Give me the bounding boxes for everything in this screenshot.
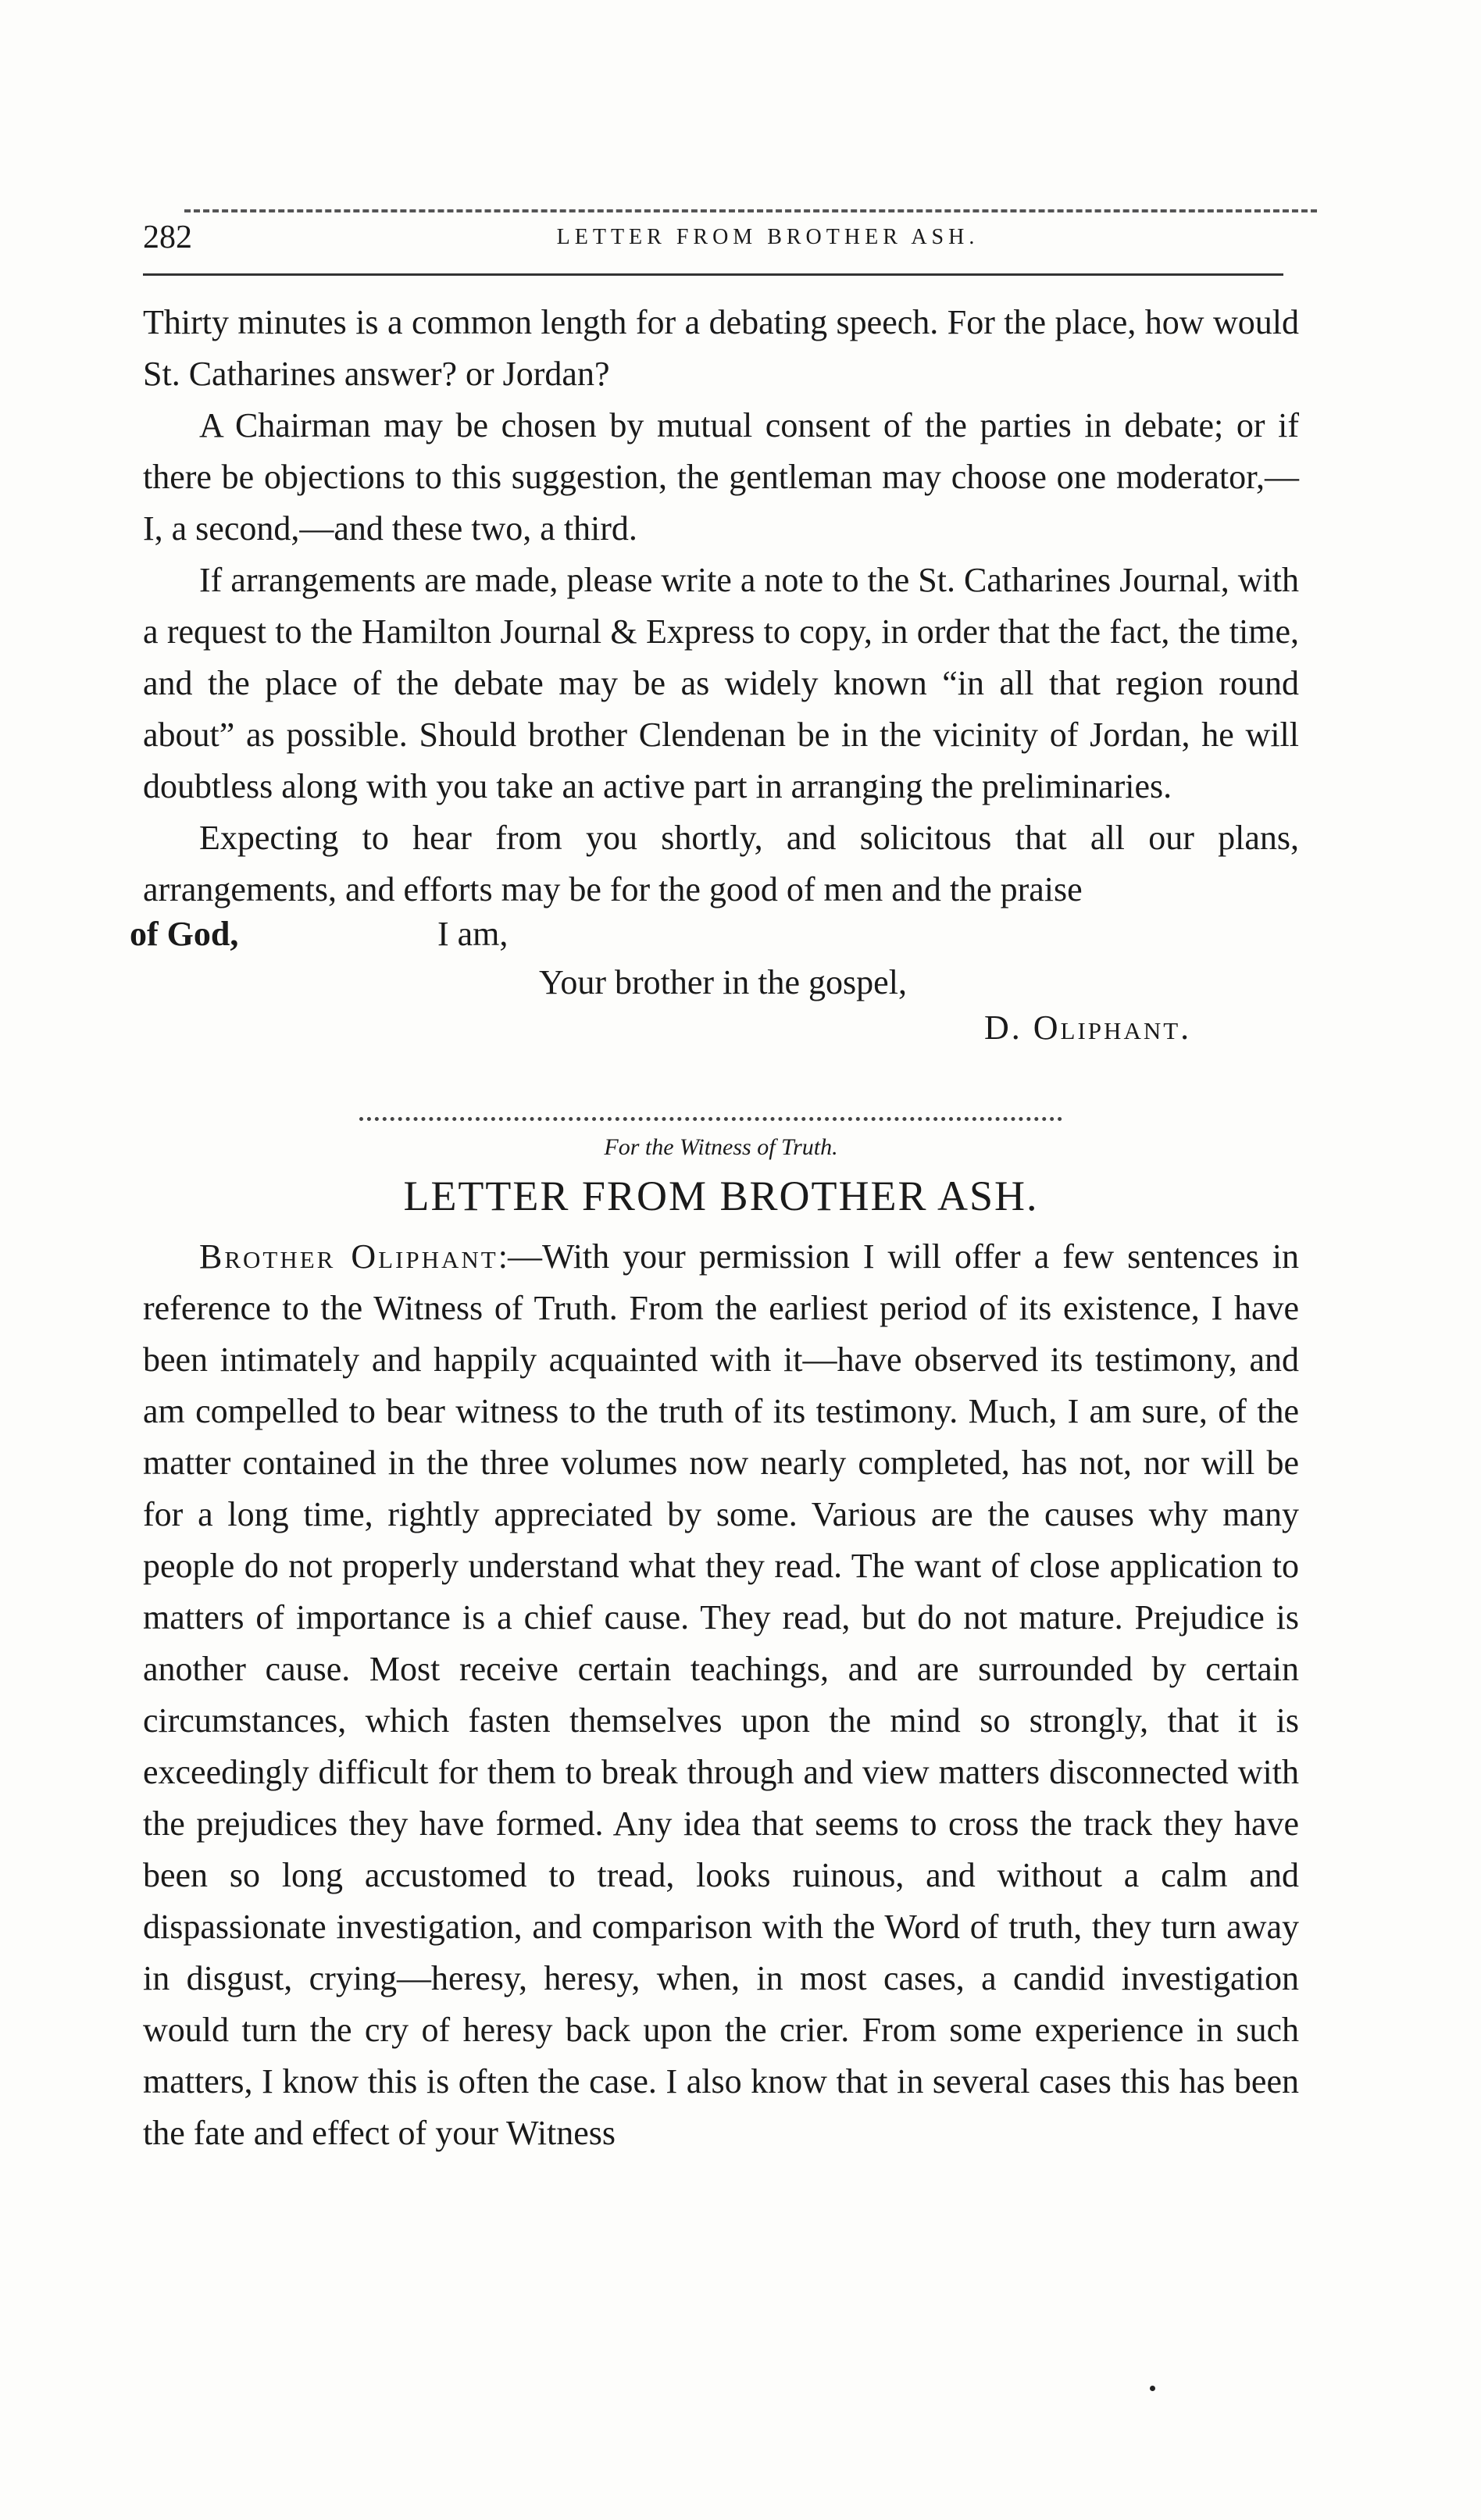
letter-body: :—With your permission I will offer a few sentences in reference to the Witness of Truth. From the earliest period of its existence, I have been intimately and happily acquainted with it—have observed its testimony, and am compelled to bear witness to the truth of its testimony. Much, I am sure, of the matter contained in the three volumes now nearly completed, has not, nor will be for a long time, rightly appreciated by some. Various are the causes why many people do not properly understand what they read. The want of close application to matters of importance is a chief cause. They read, but do not mature. Prejudice is another cause. Most receive certain teachings, and are surrounded by certain circumstances, which fasten themselves upon the mind so strongly, that it is exceedingly difficult for them to break through and view matters disconnected with the prejudices they have formed. Any idea that seems to cross the track they have been so long accustomed to tread, looks ruinous, and without a calm and dispassionate investigation, and comparison with the Word of truth, they turn away in disgust, crying—heresy, heresy, when, in most cases, a candid investigation would turn the cry of heresy back upon the crier. From some experience in such matters, I know this is often the case. I also know that in several cases this has been the fate and effect of your Witness <box>143 1237 1299 2152</box>
valediction: Your brother in the gospel, <box>539 963 907 1001</box>
paragraph-chairman: A Chairman may be chosen by mutual consent of the parties in debate; or if there be objections to this suggestion, the gentleman may choose one moderator,—I, a second,—and these two, a third. <box>143 406 1299 548</box>
page-header <box>143 219 1283 266</box>
paragraph-arrangements: If arrangements are made, please write a note to the St. Catharines Journal, with a request to the Hamilton Journal & Express to copy, in order that the fact, the time, and the place of the debate may be as widely known “in all that region round about” as possible. Should brother Clendenan be in the vicinity of Jordan, he will doubtless along with you take an active part in arranging the preliminaries. <box>143 561 1299 805</box>
paragraph-debate-length: Thirty minutes is a common length for a debating speech. For the place, how would St. Catharines answer? or Jordan? <box>143 303 1299 393</box>
stray-mark <box>1150 2386 1155 2391</box>
signature: D. Oliphant. <box>984 1008 1192 1047</box>
article-title: LETTER FROM BROTHER ASH. <box>403 1173 1039 1219</box>
page-number: 282 <box>143 220 192 255</box>
running-head: LETTER FROM BROTHER ASH. <box>556 225 980 249</box>
closing-of-god: of God, <box>130 915 239 953</box>
header-rule <box>143 273 1283 276</box>
closing-i-am: I am, <box>437 915 509 953</box>
top-border-rule <box>184 209 1317 212</box>
paragraph-brother-ash-letter <box>143 1231 1299 2159</box>
credit-line: For the Witness of Truth. <box>604 1134 838 1160</box>
section-divider <box>359 1117 1062 1121</box>
paragraph-expecting: Expecting to hear from you shortly, and solicitous that all our plans, arrangements, and efforts may be for the good of men and the praise <box>143 819 1299 908</box>
salutation: Brother Oliphant <box>199 1237 498 1276</box>
